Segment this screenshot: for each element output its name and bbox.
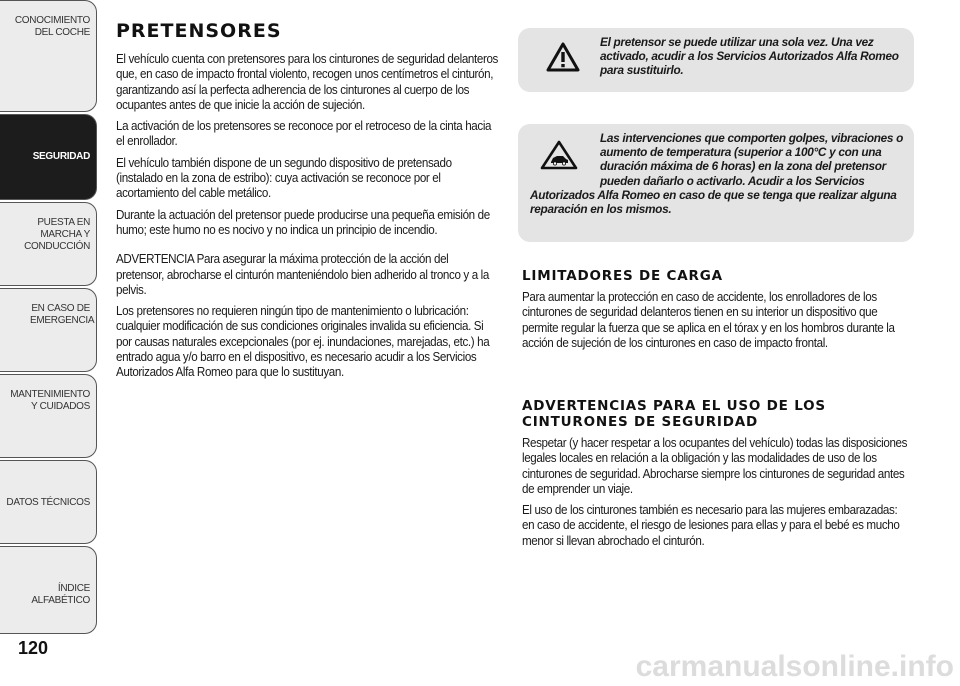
paragraph: Durante la actuación del pretensor puede producirse una pequeña emisión de humo; este humo no es nocivo y no indica un principio de incendio. — [116, 207, 490, 237]
right-column — [508, 20, 908, 620]
warning-text: El pretensor se puede utilizar una sola vez. Una vez activado, acudir a los Servicios Autorizados Alfa Romeo para sustituirlo. — [600, 35, 899, 78]
tab-puesta-en-marcha[interactable]: PUESTA EN MARCHA Y CONDUCCIÓN — [0, 202, 97, 286]
paragraph: El uso de los cinturones también es necesario para las mujeres embarazadas: en caso de accidente, el riesgo de lesiones para ellas y para el bebé es mucho menor si llevan abrochado el cinturón. — [522, 503, 900, 548]
section-title-limitadores-de-carga: LIMITADORES DE CARGA — [522, 268, 723, 284]
left-column — [116, 20, 500, 387]
tab-conocimiento-del-coche[interactable]: CONOCIMIENTO DEL COCHE — [0, 0, 97, 112]
paragraph: Los pretensores no requieren ningún tipo de mantenimiento o lubricación: cualquier modificación de sus condiciones originales invalida su eficiencia. Si por causas naturales excepcionales (por ej. inundaciones, marejadas, etc.) ha entrado agua y/o barro en el dispositivo, es necesario acudir a los Servicios Autorizados Alfa Romeo para que lo sustituyan. — [116, 304, 490, 380]
paragraph: La activación de los pretensores se reconoce por el retroceso de la cinta hacia el enrollador. — [116, 119, 492, 149]
paragraph: Para aumentar la protección en caso de accidente, los enrolladores de los cinturones de seguridad delanteros tienen en su interior un dispositivo que permite regular la fuerza que se aplica en el tórax y en los hombros durante la acción de sujeción de los cinturones en caso de impacto frontal. — [522, 290, 895, 350]
page-number: 120 — [18, 638, 49, 658]
paragraph: El vehículo cuenta con pretensores para los cinturones de seguridad delanteros que, en caso de impacto frontal violento, recogen unos centímetros el cinturón, garantizando así la perfecta adherencia de los cinturones al cuerpo de los ocupantes antes de que inicie la acción de sujeción. — [116, 52, 498, 112]
tab-en-caso-de-emergencia[interactable]: EN CASO DE EMERGENCIA — [0, 288, 97, 372]
warning-box-single-use — [518, 28, 914, 92]
watermark: carmanualsonline.info — [635, 650, 954, 683]
warning-triangle-icon — [546, 42, 580, 72]
section-advertencias — [522, 398, 914, 555]
paragraph: Respetar (y hacer respetar a los ocupantes del vehículo) todas las disposiciones legales locales en relación a la obligación y las modalidades de uso de los cinturones de seguridad. Abrocharse siempre los cinturones de seguridad antes de emprender un viaje. — [522, 436, 908, 496]
paragraph: El vehículo también dispone de un segundo dispositivo de pretensado (instalado en la zona de estribo): cuya activación se reconoce por el acortamiento del cable metálico. — [116, 155, 452, 201]
section-title-advertencias: ADVERTENCIAS PARA EL USO DE LOS CINTURONES DE SEGURIDAD — [522, 398, 826, 430]
advertencia-paragraph: ADVERTENCIA Para asegurar la máxima protección de la acción del pretensor, abrocharse el cinturón manteniéndolo bien adherido al tronco y a la pelvis. — [116, 252, 489, 297]
section-limitadores — [522, 268, 914, 357]
tab-indice-alfabetico[interactable]: ÍNDICE ALFABÉTICO — [0, 546, 97, 634]
section-title-pretensores: PRETENSORES — [116, 20, 282, 42]
warning-box-interventions — [518, 124, 914, 242]
tab-mantenimiento-y-cuidados[interactable]: MANTENIMIENTO Y CUIDADOS — [0, 374, 97, 458]
tab-seguridad[interactable]: SEGURIDAD — [0, 114, 97, 200]
sidebar-navigation — [0, 0, 100, 640]
tab-datos-tecnicos[interactable]: DATOS TÉCNICOS — [0, 460, 97, 544]
warning-text: Las intervenciones que comporten golpes, vibraciones o aumento de temperatura (superior a 100°C y con una duración máxima de 6 horas) en la zona del pretensor pueden dañarlo o activarlo. Acudir a los Servicios Autorizados Alfa Romeo en caso de que se tenga que realizar alguna reparación en los mismos. — [530, 131, 904, 217]
